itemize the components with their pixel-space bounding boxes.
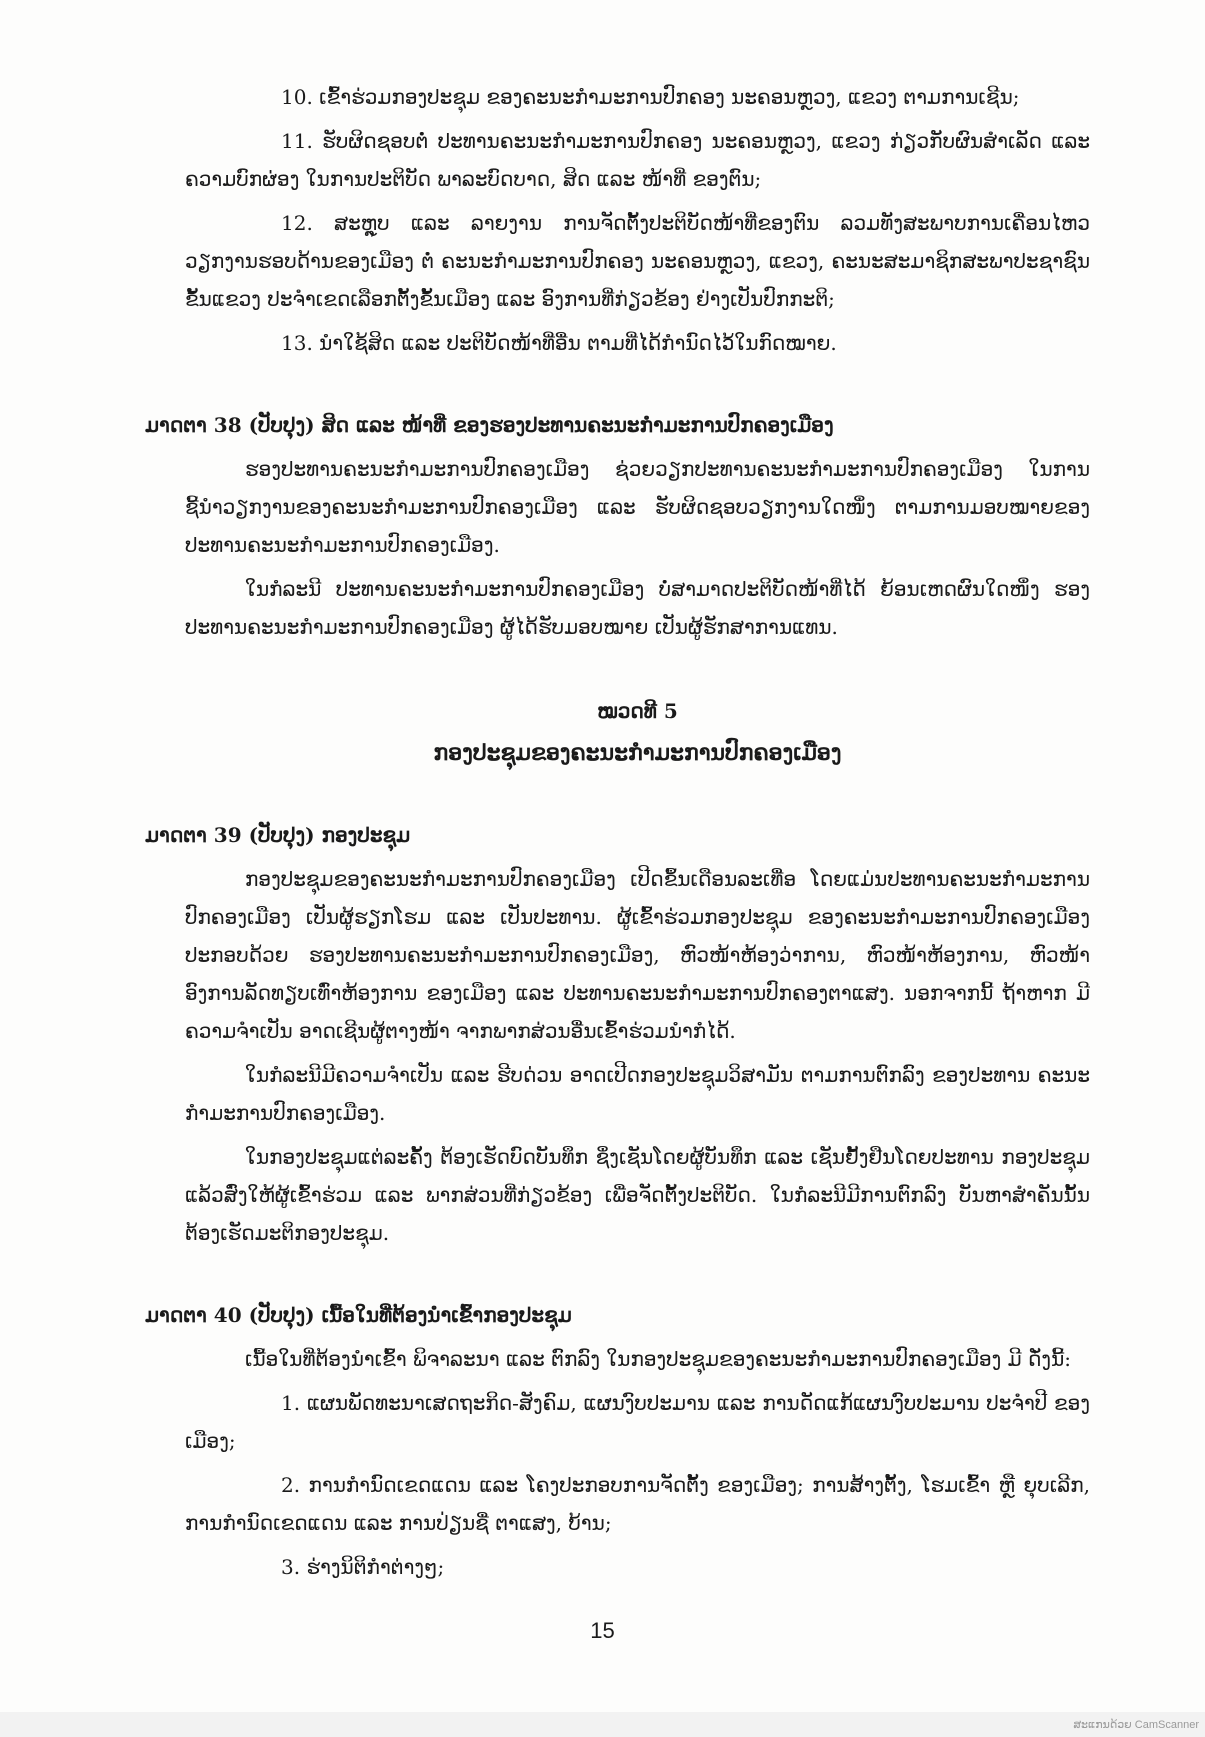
article-40-item-1: 1. ແຜນພັດທະນາເສດຖະກິດ-ສັງຄົມ, ແຜນງົບປະມານ ແລະ ການດັດແກ້ແຜນງົບປະມານ ປະຈຳປີ ຂອງເມືອງ; bbox=[185, 1391, 1090, 1453]
page-number: 15 bbox=[590, 1618, 615, 1643]
list-item-10: 10. ເຂົ້າຮ່ວມກອງປະຊຸມ ຂອງຄະນະກຳມະການປົກຄອງ ນະຄອນຫຼວງ, ແຂວງ ຕາມການເຊີນ; bbox=[281, 85, 1020, 109]
article-38-heading: ມາດຕາ 38 (ປັບປຸງ) ສິດ ແລະ ໜ້າທີ່ ຂອງຮອງປະທານຄະນະກຳມະການປົກຄອງເມືອງ bbox=[145, 413, 834, 437]
article-39-paragraph-1: ກອງປະຊຸມຂອງຄະນະກຳມະການປົກຄອງເມືອງ ເປີດຂຶ້ນເດືອນລະເທື່ອ ໂດຍແມ່ນປະທານຄະນະກຳມະການ ປົກຄອງເມືອງ ເປັນຜູ້ຮຽກໂຮມ ແລະ ເປັນປະທານ. ຜູ້ເຂົ້າຮ່ວມກອງປະຊຸມ ຂອງຄະນະກຳມະການປົກຄອງເມືອງ ປະກອບດ້ວຍ ຮອງປະທານຄະນະກຳມະການປົກຄອງເມືອງ, ຫົວໜ້າຫ້ອງວ່າການ, ຫົວໜ້າຫ້ອງການ, ຫົວໜ້າ ອົງການລັດທຽບເທົ່າຫ້ອງການ ຂອງເມືອງ ແລະ ປະທານຄະນະກຳມະການປົກຄອງຕາແສງ. ນອກຈາກນີ້ ຖ້າຫາກ ມີຄວາມຈຳເປັນ ອາດເຊີນຜູ້ຕາງໜ້າ ຈາກພາກສ່ວນອື່ນເຂົ້າຮ່ວມນຳກໍໄດ້. bbox=[185, 867, 1090, 1043]
article-39-heading: ມາດຕາ 39 (ປັບປຸງ) ກອງປະຊຸມ bbox=[145, 823, 411, 847]
list-item-13: 13. ນຳໃຊ້ສິດ ແລະ ປະຕິບັດໜ້າທີ່ອື່ນ ຕາມທີ່ໄດ້ກຳນົດໄວ້ໃນກົດໝາຍ. bbox=[281, 331, 837, 355]
article-40-intro: ເນື້ອໃນທີ່ຕ້ອງນຳເຂົ້າ ພິຈາລະນາ ແລະ ຕົກລົງ ໃນກອງປະຊຸມຂອງຄະນະກຳມະການປົກຄອງເມືອງ ມີ ດັ່ງນີ້: bbox=[245, 1347, 1071, 1371]
article-38-paragraph-2: ໃນກໍລະນີ ປະທານຄະນະກຳມະການປົກຄອງເມືອງ ບໍ່ສາມາດປະຕິບັດໜ້າທີ່ໄດ້ ຍ້ອນເຫດຜົນໃດໜຶ່ງ ຮອງປະທານຄະນະກຳມະການປົກຄອງເມືອງ ຜູ້ໄດ້ຮັບມອບໝາຍ ເປັນຜູ້ຮັກສາການແທນ. bbox=[185, 577, 1090, 639]
scanner-watermark: ສະແກນດ້ວຍ CamScanner bbox=[1073, 1719, 1199, 1731]
article-39-paragraph-2: ໃນກໍລະນີມີຄວາມຈຳເປັນ ແລະ ຮີບດ່ວນ ອາດເປີດກອງປະຊຸມວິສາມັນ ຕາມການຕົກລົງ ຂອງປະທານ ຄະນະກຳມະການປົກຄອງເມືອງ. bbox=[185, 1063, 1090, 1125]
list-item-12: 12. ສະຫຼຸບ ແລະ ລາຍງານ ການຈັດຕັ້ງປະຕິບັດໜ້າທີ່ຂອງຕົນ ລວມທັງສະພາບການເຄື່ອນໄຫວ ວຽກງານຮອບດ້ານຂອງເມືອງ ຕໍ່ ຄະນະກຳມະການປົກຄອງ ນະຄອນຫຼວງ, ແຂວງ, ຄະນະສະມາຊິກສະພາປະຊາຊົນ ຂັ້ນແຂວງ ປະຈຳເຂດເລືອກຕັ້ງຂັ້ນເມືອງ ແລະ ອົງການທີ່ກ່ຽວຂ້ອງ ຢ່າງເປັນປົກກະຕິ; bbox=[185, 211, 1090, 311]
article-39-paragraph-3: ໃນກອງປະຊຸມແຕ່ລະຄັ້ງ ຕ້ອງເຮັດບົດບັນທຶກ ຊຶ່ງເຊັນໂດຍຜູ້ບັນທຶກ ແລະ ເຊັນຢັ້ງຢືນໂດຍປະທານ ກອງປະຊຸມ ແລ້ວສົ່ງໃຫ້ຜູ້ເຂົ້າຮ່ວມ ແລະ ພາກສ່ວນທີ່ກ່ຽວຂ້ອງ ເພື່ອຈັດຕັ້ງປະຕິບັດ. ໃນກໍລະນີມີການຕົກລົງ ບັນຫາສຳຄັນນັ້ນ ຕ້ອງເຮັດມະຕິກອງປະຊຸມ. bbox=[185, 1145, 1090, 1245]
article-40-heading: ມາດຕາ 40 (ປັບປຸງ) ເນື້ອໃນທີ່ຕ້ອງນຳເຂົ້າກອງປະຊຸມ bbox=[145, 1303, 572, 1327]
page-content bbox=[145, 78, 1090, 1592]
article-40-item-2: 2. ການກຳນົດເຂດແດນ ແລະ ໂຄງປະກອບການຈັດຕັ້ງ ຂອງເມືອງ; ການສ້າງຕັ້ງ, ໂຮມເຂົ້າ ຫຼື ຍຸບເລີກ, ການກຳນົດເຂດແດນ ແລະ ການປ່ຽນຊື່ ຕາແສງ, ບ້ານ; bbox=[185, 1473, 1090, 1535]
footer-strip bbox=[0, 1712, 1205, 1737]
list-item-11: 11. ຮັບຜິດຊອບຕໍ່ ປະທານຄະນະກຳມະການປົກຄອງ ນະຄອນຫຼວງ, ແຂວງ ກ່ຽວກັບຜົນສຳເລັດ ແລະ ຄວາມບົກຜ່ອງ ໃນການປະຕິບັດ ພາລະບົດບາດ, ສິດ ແລະ ໜ້າທີ່ ຂອງຕົນ; bbox=[185, 129, 1090, 191]
chapter-number: ໝວດທີ 5 bbox=[597, 699, 678, 723]
chapter-title: ກອງປະຊຸມຂອງຄະນະກຳມະການປົກຄອງເມືອງ bbox=[433, 740, 842, 766]
article-38-paragraph-1: ຮອງປະທານຄະນະກຳມະການປົກຄອງເມືອງ ຊ່ວຍວຽກປະທານຄະນະກຳມະການປົກຄອງເມືອງ ໃນການ ຊີ້ນຳວຽກງານຂອງຄະນະກຳມະການປົກຄອງເມືອງ ແລະ ຮັບຜິດຊອບວຽກງານໃດໜຶ່ງ ຕາມການມອບໝາຍຂອງ ປະທານຄະນະກຳມະການປົກຄອງເມືອງ. bbox=[185, 457, 1090, 557]
article-40-item-3: 3. ຮ່າງນິຕິກຳຕ່າງໆ; bbox=[281, 1555, 445, 1579]
